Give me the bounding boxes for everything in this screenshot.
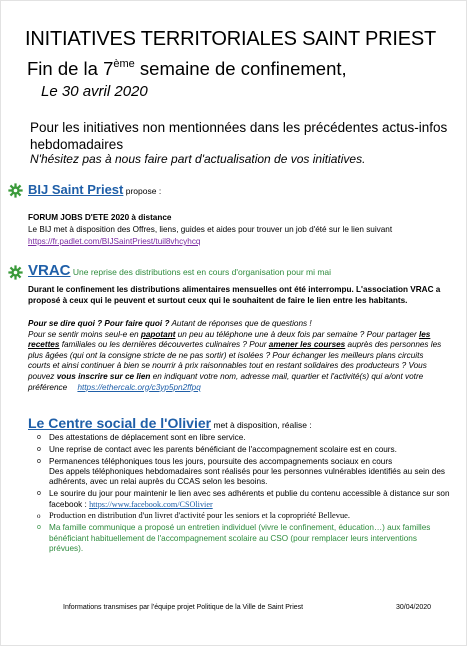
bullet-icon: o xyxy=(37,457,41,465)
list-item xyxy=(31,457,451,488)
vrac-paragraph-2 xyxy=(28,319,446,393)
vrac-text-part: auprès des personnes les plus âgées (qui ont la consigne stricte de ne pas sortir) et isolées ? Pour échanger les meilleurs plans circuits courts et ainsi continuer à bien se nourrir à prix raisonnables tout en restant solidaires des producteurs ? Vous pouvez xyxy=(28,340,442,381)
subtitle-before: Fin de la 7 xyxy=(27,58,114,79)
list-item xyxy=(31,433,451,443)
vrac-text-part: en indiquant votre nom, adresse mail, quartier et l'activité(s) qui a/ont votre préférence xyxy=(28,371,424,392)
vrac-text-emphasis: vous inscrire sur ce lien xyxy=(56,371,151,381)
list-item-text: Le sourire du jour pour maintenir le lien avec ses adhérents et publie du contenu accessible à distance sur son facebook : xyxy=(49,489,450,509)
list-item xyxy=(31,511,451,521)
gear-icon xyxy=(8,265,23,280)
vrac-question-rest: Autant de réponses que de questions ! xyxy=(169,319,312,328)
gear-icon xyxy=(8,183,23,198)
bullet-icon: o xyxy=(37,445,41,453)
vrac-text-part: un peu au téléphone une à deux fois par semaine ? Pour partager xyxy=(175,329,419,339)
list-item-text: Ma famille communique a proposé un entretien individuel (vivre le confinement, éducation…) aux familles bénéficiant habituellement de l'accompagnement scolaire au CSO (pour remplacer leurs interventions prévues). xyxy=(49,523,431,554)
bij-heading xyxy=(28,182,161,197)
vrac-text-part: familiales ou les dernières découvertes culinaires ? Pour xyxy=(59,340,269,350)
bij-name[interactable]: BIJ Saint Priest xyxy=(28,182,124,197)
vrac-link[interactable]: https://ethercalc.org/c3yp5pn2ffpq xyxy=(77,382,201,392)
intro-note: N'hésitez pas à nous faire part d'actualisation de vos initiatives. xyxy=(30,152,366,166)
page-date: Le 30 avril 2020 xyxy=(41,83,148,100)
vrac-name[interactable]: VRAC xyxy=(28,262,71,279)
subtitle-after: semaine de confinement, xyxy=(134,58,347,79)
bullet-icon: o xyxy=(37,524,41,532)
olivier-heading xyxy=(28,415,312,431)
page-subtitle xyxy=(27,58,347,80)
vrac-paragraph-1: Durant le confinement les distributions alimentaires mensuelles ont été interrompu. L'association VRAC a proposé à ceux qui le peuvent et surtout ceux qui le souhaitent de faire le lien entre les habitants. xyxy=(28,285,441,305)
bullet-icon: o xyxy=(37,490,41,498)
bij-forum-heading: FORUM JOBS D'ETE 2020 à distance xyxy=(28,213,172,222)
vrac-text-emphasis: amener les courses xyxy=(268,340,346,350)
footer-date: 30/04/2020 xyxy=(396,604,432,611)
olivier-list xyxy=(31,433,451,556)
olivier-name[interactable]: Le Centre social de l'Olivier xyxy=(28,415,212,431)
bullet-icon: o xyxy=(37,512,41,521)
bullet-icon: o xyxy=(37,434,41,441)
list-item-text: Production en distribution d'un livret d'activité pour les seniors et la copropriété Bellevue. xyxy=(49,511,350,521)
list-item xyxy=(31,489,451,510)
footer-text: Informations transmises par l'équipe projet Politique de la Ville de Saint Priest xyxy=(63,604,304,611)
bij-text: Le BIJ met à disposition des Offres, liens, guides et aides pour trouver un job d'été sur le lien suivant xyxy=(28,225,393,234)
vrac-text-emphasis: papotant xyxy=(140,329,176,339)
vrac-question: Pour se dire quoi ? Pour faire quoi ? xyxy=(28,319,170,328)
vrac-text-emphasis: les recettes xyxy=(28,329,431,350)
list-item-text: Une reprise de contact avec les parents bénéficiant de l'accompagnement scolaire est en cours. xyxy=(49,444,397,454)
vrac-heading xyxy=(28,262,331,279)
vrac-suffix: Une reprise des distributions est en cours d'organisation pour mi mai xyxy=(70,267,332,277)
subtitle-sup: ème xyxy=(113,58,135,70)
intro-text: Pour les initiatives non mentionnées dans les précédentes actus-infos hebdomadaires xyxy=(30,120,448,152)
facebook-link[interactable]: https://www.facebook.com/CSOlivier xyxy=(89,499,213,509)
bij-suffix: propose : xyxy=(123,186,162,196)
list-item xyxy=(31,523,451,554)
olivier-suffix: met à disposition, réalise : xyxy=(211,420,312,430)
list-item-text: Des attestations de déplacement sont en libre service. xyxy=(49,433,246,442)
bij-link[interactable]: https://fr.padlet.com/BIJSaintPriest/tuil8vhcyhcq xyxy=(28,237,201,246)
list-item-text: Permanences téléphoniques tous les jours, poursuite des accompagnements sociaux en cours Des appels téléphoniques hebdomadaires sont réalisés pour les personnes vulnérables identifiés au sein des adhérents, avec un relai auprès du CCAS selon les besoins. xyxy=(49,456,445,487)
list-item xyxy=(31,445,451,455)
vrac-text-part: Pour se sentir moins seul-e en xyxy=(28,329,141,339)
page-title: INITIATIVES TERRITORIALES SAINT PRIEST xyxy=(25,28,437,50)
